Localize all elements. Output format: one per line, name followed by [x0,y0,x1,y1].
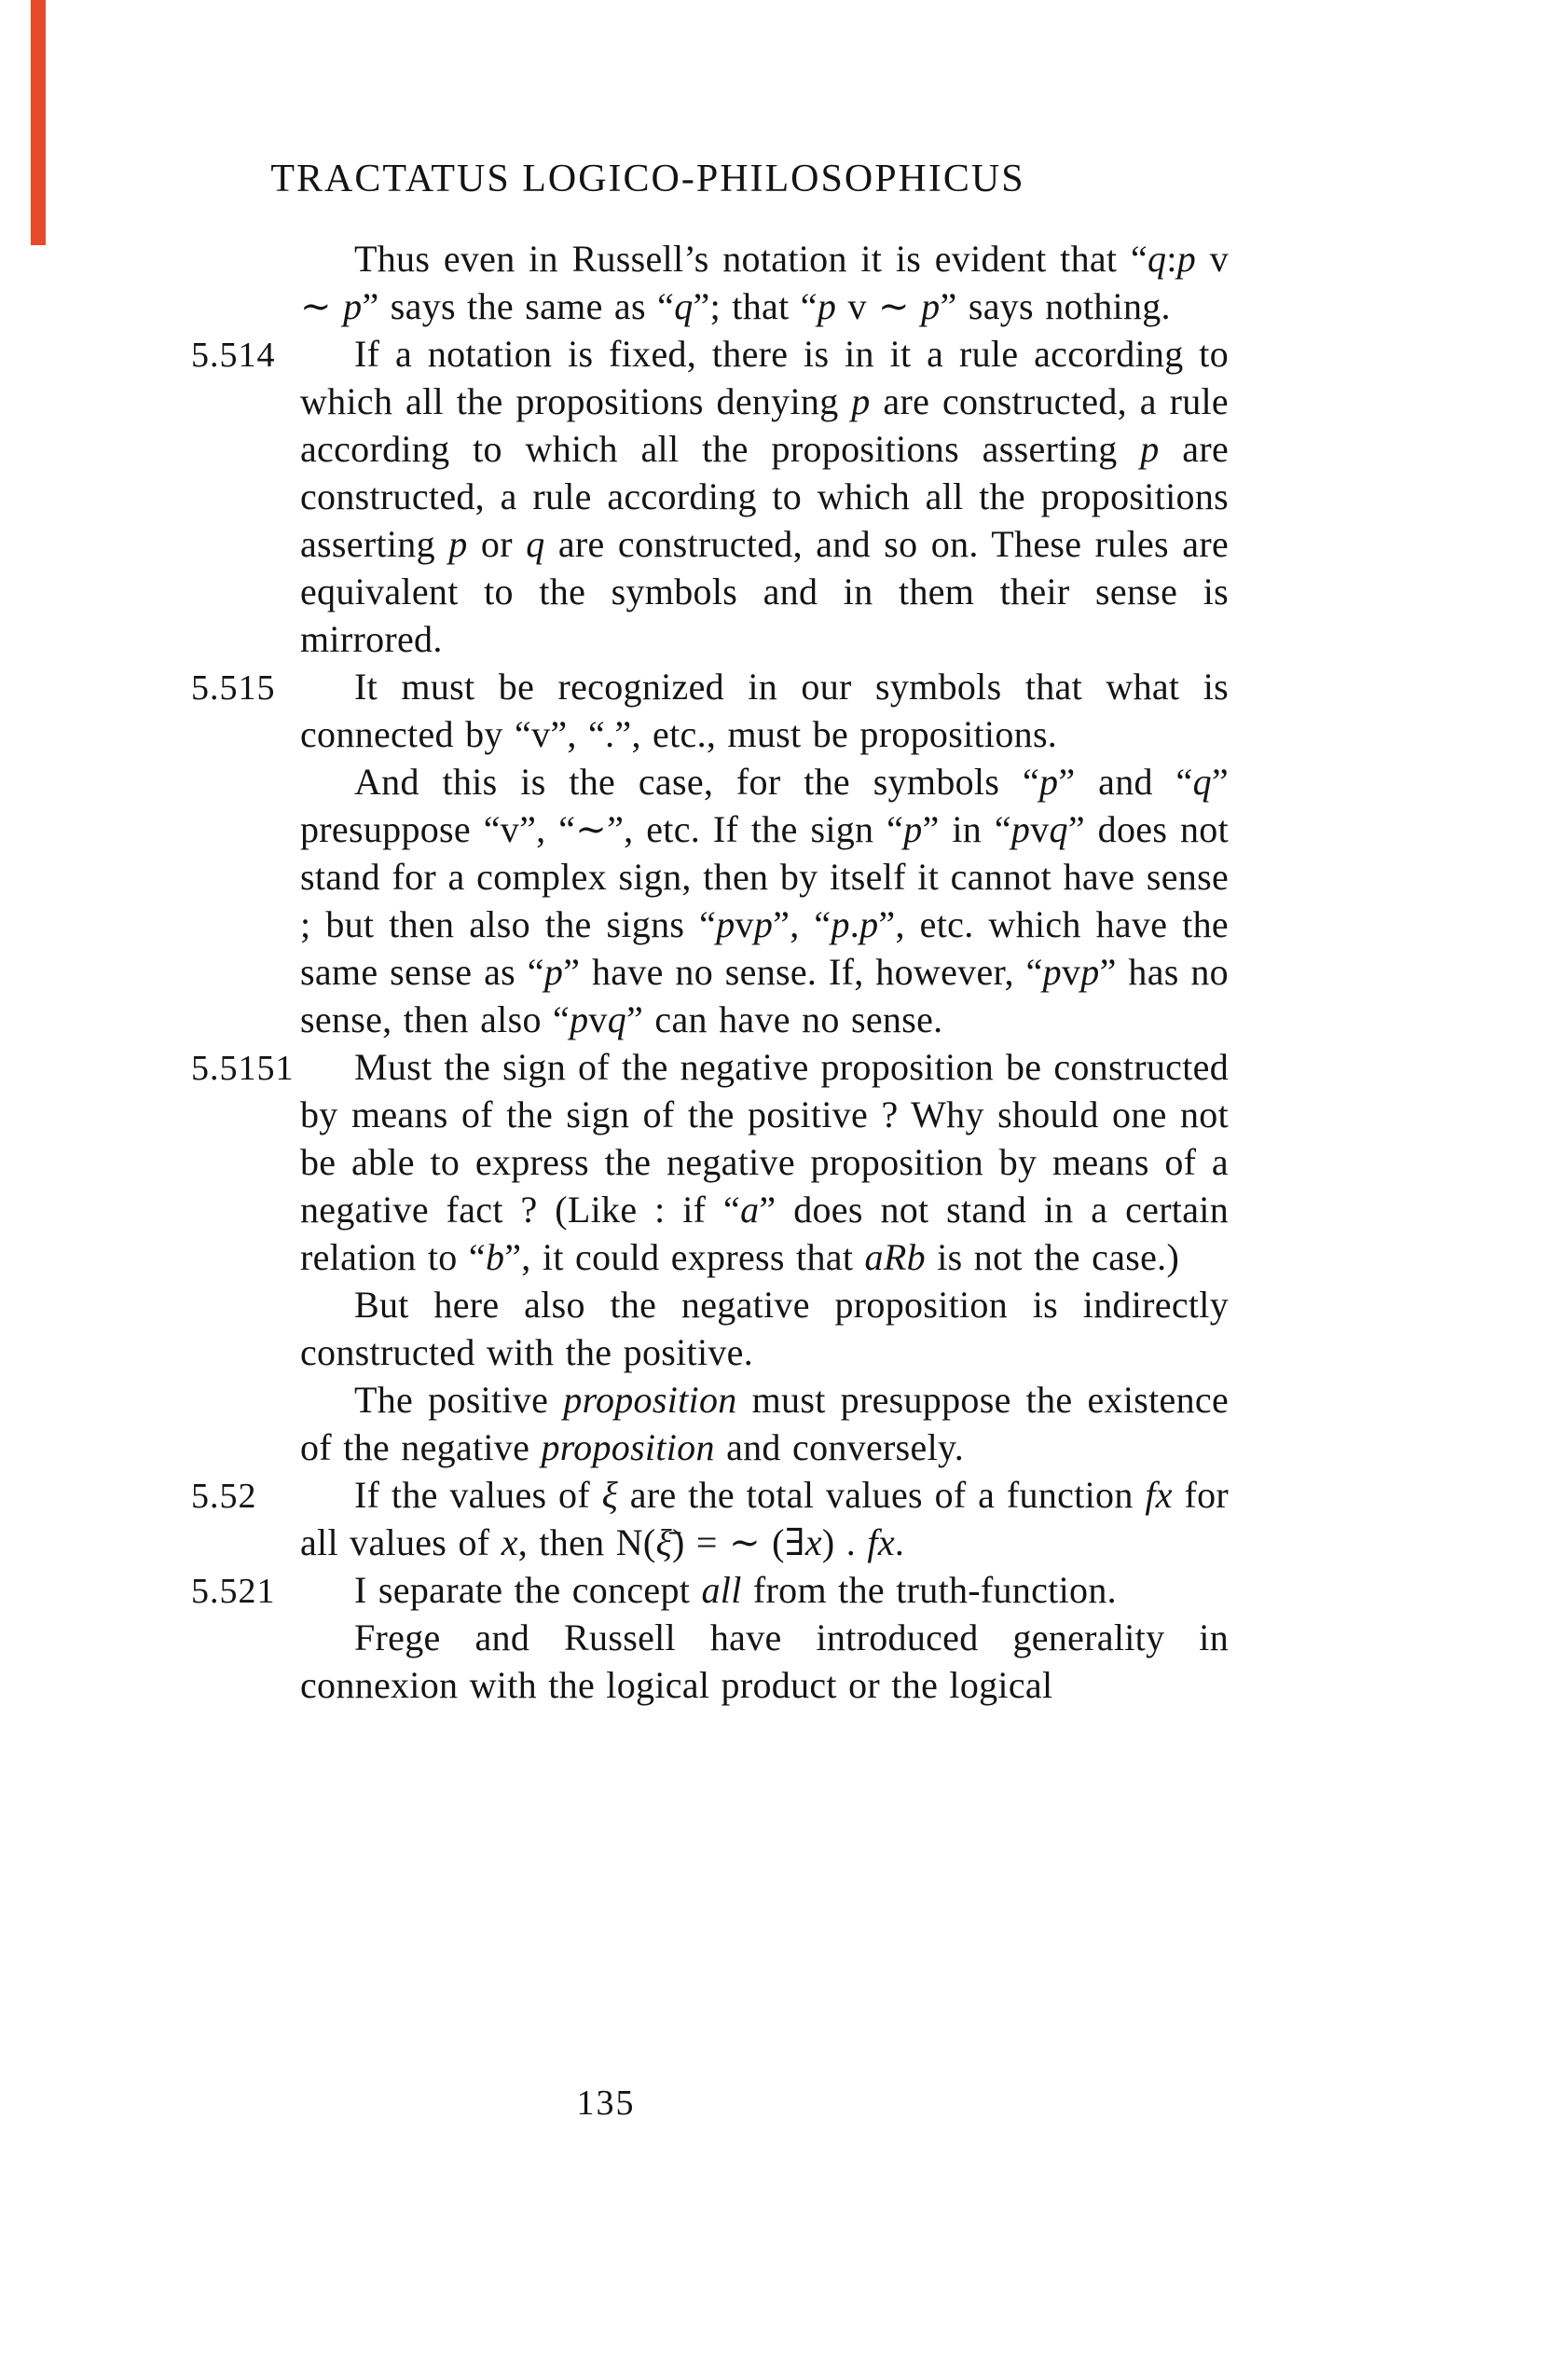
page-number: 135 [576,2084,636,2123]
proposition [191,1566,1229,1709]
proposition-text [300,1566,1229,1709]
paragraph: If the values of ξ are the total values of a function fx for all values of x, then N(ξ̄) = ∼ (∃x) . fx. [300,1474,1230,1563]
proposition-number [191,235,300,237]
proposition-number: 5.52 [191,1477,257,1516]
proposition [191,235,1229,330]
proposition-number: 5.521 [191,1572,276,1611]
proposition [191,330,1229,663]
proposition [191,1043,1229,1471]
paragraph: It must be recognized in our symbols that what is connected by “v”, “.”, etc., must be propositions. [300,666,1229,755]
paragraph: Must the sign of the negative proposition be constructed by means of the sign of the positive ? Why should one not be able to express the negative proposition by means of a negative fact ? (Like : if “a” does not stand in a certain relation to “b”, it could express that aRb is not the case.) [300,1046,1229,1278]
scan-artifact-red-stripe [31,0,46,245]
paragraph: I separate the concept all from the truth-function. [354,1569,1117,1611]
proposition-number: 5.515 [191,668,276,708]
paragraph: Thus even in Russell’s notation it is evident that “q:p v ∼ p” says the same as “q”; that “p v ∼ p” says nothing. [300,238,1229,327]
paragraph: If a notation is fixed, there is in it a rule according to which all the propositions denying p are constructed, a rule according to which all the propositions asserting p are constructed, a rule according to which all the propositions asserting p or q are constructed, and so on. These rules are equivalent to the symbols and in them their sense is mirrored. [300,333,1229,660]
proposition-number: 5.514 [191,336,276,375]
proposition-text [300,1043,1229,1471]
proposition-text [300,1471,1229,1566]
paragraph: The positive proposition must presuppose the existence of the negative proposition and conversely. [300,1379,1230,1468]
paragraph: But here also the negative proposition is indirectly constructed with the positive. [300,1284,1229,1373]
proposition-text [300,330,1229,663]
proposition [191,663,1229,1043]
proposition-number: 5.5151 [191,1049,295,1088]
paragraph: Frege and Russell have introduced generality in connexion with the logical product or the logical [300,1616,1229,1706]
proposition [191,1471,1229,1566]
proposition-text [300,663,1229,1043]
propositions-list [191,235,1229,1709]
paragraph: And this is the case, for the symbols “p” and “q” presuppose “v”, “∼”, etc. If the sign “p” in “pvq” does not stand for a complex sign, then by itself it cannot have sense ; but then also the signs “pvp”, “p.p”, etc. which have the same sense as “p” have no sense. If, however, “pvp” has no sense, then also “pvq” can have no sense. [300,761,1230,1040]
running-head: TRACTATUS LOGICO-PHILOSOPHICUS [270,158,1025,200]
proposition-text [300,235,1229,330]
